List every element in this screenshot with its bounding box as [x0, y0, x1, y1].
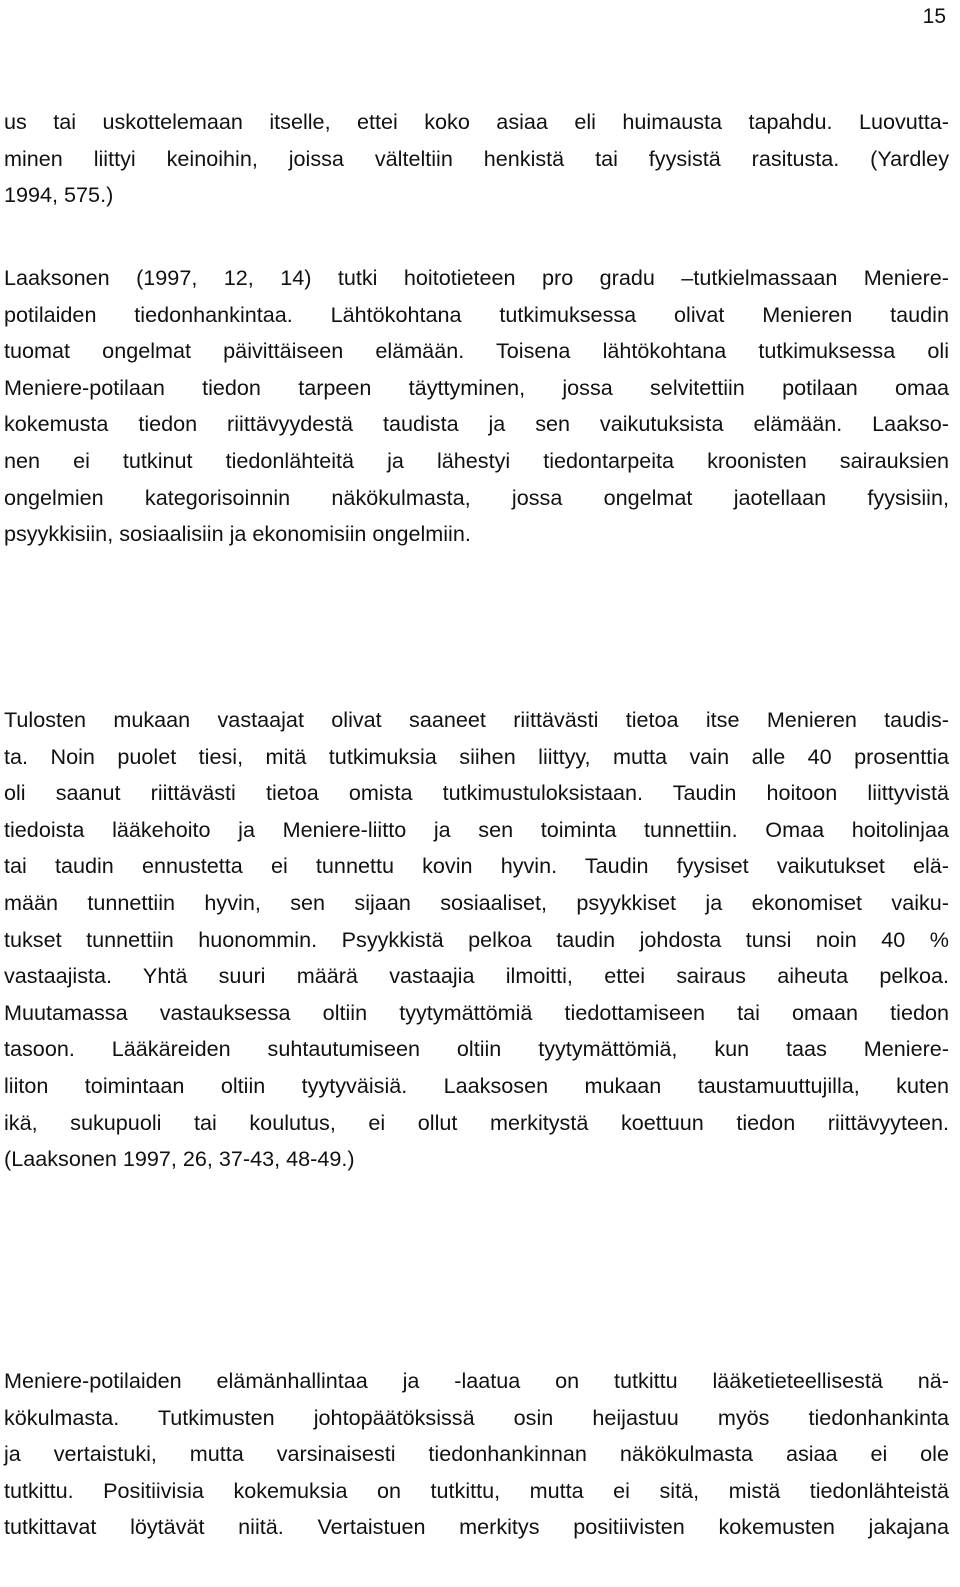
text-line: tutkittu. Positiivisia kokemuksia on tutkittu, mutta ei sitä, mistä tiedonlähteistä	[4, 1477, 949, 1503]
paragraph-laaksonen-study	[4, 260, 949, 553]
text-line: potilaiden tiedonhankintaa. Lähtökohtana tutkimuksessa olivat Menieren taudin	[4, 301, 949, 327]
text-line: tutkittavat löytävät niitä. Vertaistuen merkitys positiivisten kokemusten jakajana	[4, 1514, 949, 1540]
text-line: oli saanut riittävästi tietoa omista tutkimustuloksistaan. Taudin hoitoon liittyvistä	[4, 780, 949, 806]
text-line: ta. Noin puolet tiesi, mitä tutkimuksia siihen liittyy, mutta vain alle 40 prosenttia	[4, 743, 949, 769]
text-line: ongelmien kategorisoinnin näkökulmasta, jossa ongelmat jaotellaan fyysisiin,	[4, 484, 949, 510]
text-line: 1994, 575.)	[4, 182, 114, 208]
text-line: Tulosten mukaan vastaajat olivat saaneet riittävästi tietoa itse Menieren taudis-	[4, 707, 949, 732]
text-line: Meniere-potilaan tiedon tarpeen täyttyminen, jossa selvitettiin potilaan omaa	[4, 374, 949, 400]
text-line: Meniere-potilaiden elämänhallintaa ja -laatua on tutkittu lääketieteellisestä nä-	[4, 1368, 949, 1393]
text-line: mään tunnettiin hyvin, sen sijaan sosiaaliset, psyykkiset ja ekonomiset vaiku-	[4, 889, 949, 915]
paragraph-life-management	[4, 1363, 949, 1546]
text-line: us tai uskottelemaan itselle, ettei koko asiaa eli huimausta tapahdu. Luovutta-	[4, 109, 949, 134]
paragraph-results	[4, 702, 949, 1178]
text-line: minen liittyi keinoihin, joissa välteltiin henkistä tai fyysistä rasitusta. (Yardley	[4, 145, 949, 171]
text-line: ja vertaistuki, mutta varsinaisesti tiedonhankinnan näkökulmasta asiaa ei ole	[4, 1441, 949, 1467]
text-line: tukset tunnettiin huonommin. Psyykkistä pelkoa taudin johdosta tunsi noin 40 %	[4, 926, 949, 952]
text-line: (Laaksonen 1997, 26, 37-43, 48-49.)	[4, 1146, 355, 1172]
text-line: kökulmasta. Tutkimusten johtopäätöksissä osin heijastuu myös tiedonhankinta	[4, 1404, 949, 1430]
text-line: Muutamassa vastauksessa oltiin tyytymättömiä tiedottamiseen tai omaan tiedon	[4, 999, 949, 1025]
paragraph-yardley-summary	[4, 104, 949, 214]
text-line: ikä, sukupuoli tai koulutus, ei ollut merkitystä koettuun tiedon riittävyyteen.	[4, 1109, 949, 1135]
text-line: tasoon. Lääkäreiden suhtautumiseen oltiin tyytymättömiä, kun taas Meniere-	[4, 1036, 949, 1062]
text-line: tai taudin ennustetta ei tunnettu kovin hyvin. Taudin fyysiset vaikutukset elä-	[4, 853, 949, 879]
text-line: liiton toimintaan oltiin tyytyväisiä. Laaksosen mukaan taustamuuttujilla, kuten	[4, 1072, 949, 1098]
text-line: nen ei tutkinut tiedonlähteitä ja lähestyi tiedontarpeita kroonisten sairauksien	[4, 447, 949, 473]
text-line: tuomat ongelmat päivittäiseen elämään. Toisena lähtökohtana tutkimuksessa oli	[4, 338, 949, 364]
text-line: tiedoista lääkehoito ja Meniere-liitto ja sen toiminta tunnettiin. Omaa hoitolinjaa	[4, 816, 949, 842]
text-line: psyykkisiin, sosiaalisiin ja ekonomisiin ongelmiin.	[4, 521, 471, 547]
text-line: Laaksonen (1997, 12, 14) tutki hoitotieteen pro gradu –tutkielmassaan Meniere-	[4, 265, 949, 290]
text-line: kokemusta tiedon riittävyydestä taudista ja sen vaikutuksista elämään. Laakso-	[4, 411, 949, 437]
text-line: vastaajista. Yhtä suuri määrä vastaajia ilmoitti, ettei sairaus aiheuta pelkoa.	[4, 963, 949, 989]
page-number: 15	[922, 5, 946, 28]
